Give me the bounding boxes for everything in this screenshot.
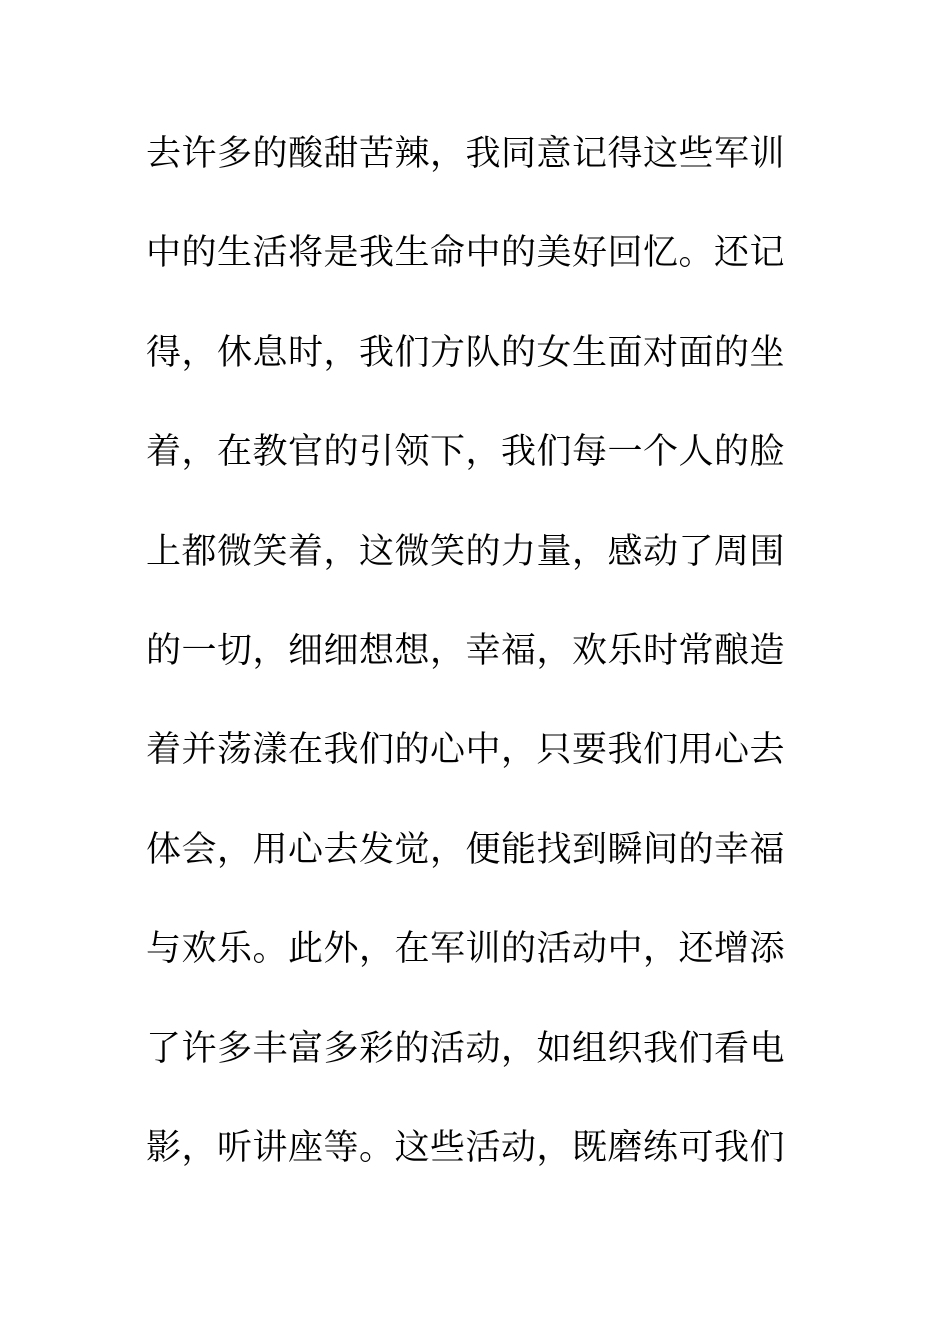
- text-line: 上都微笑着，这微笑的力量，感动了周围: [146, 531, 786, 572]
- text-line: 去许多的酸甜苦辣，我同意记得这些军训: [146, 134, 786, 174]
- text-line: 影，听讲座等。这些活动，既磨练可我们: [146, 1127, 786, 1168]
- text-line: 的一切，细细想想，幸福，欢乐时常酿造: [146, 630, 786, 671]
- text-line: 得，休息时，我们方队的女生面对面的坐: [146, 332, 786, 373]
- text-line: 与欢乐。此外，在军训的活动中，还增添: [146, 929, 786, 970]
- text-line: 着并荡漾在我们的心中，只要我们用心去: [146, 730, 786, 771]
- text-line: 中的生活将是我生命中的美好回忆。还记: [146, 233, 786, 274]
- text-line: 体会，用心去发觉，便能找到瞬间的幸福: [146, 829, 786, 870]
- body-text: [146, 124, 806, 1217]
- text-line: 了许多丰富多彩的活动，如组织我们看电: [146, 1028, 786, 1069]
- text-line: 着，在教官的引领下，我们每一个人的脸: [146, 432, 786, 473]
